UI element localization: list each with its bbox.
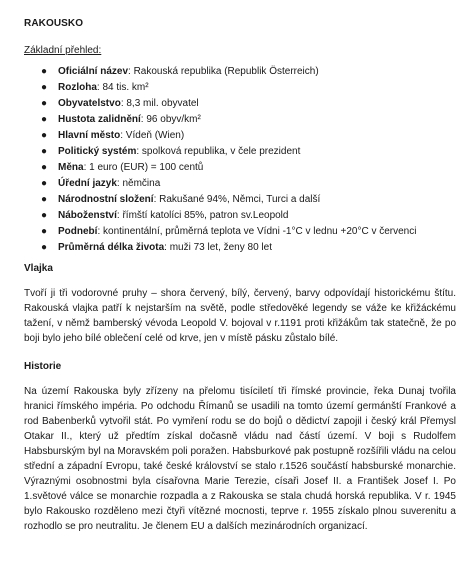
fact-key: Úřední jazyk (58, 178, 117, 189)
fact-value: : 8,3 mil. obyvatel (120, 98, 199, 109)
fact-key: Náboženství (58, 210, 117, 221)
fact-item (41, 194, 456, 206)
fact-value: : 1 euro (EUR) = 100 centů (83, 162, 204, 173)
bullet-icon: ● (41, 226, 48, 237)
fact-item (41, 98, 456, 110)
fact-item (41, 178, 456, 190)
bullet-icon: ● (41, 98, 48, 109)
flag-paragraph: Tvoří ji tři vodorovné pruhy – shora červený, bílý, červený, barvy odpovídají historickému štítu. Rakouská vlajka patří k nejstarším na světě, podle středověké legendy se váže ke křižáckému tažení, v němž bamberský vévoda Leopold V. bojoval v r.1191 proti křižákům tak statečně, že po boji bylo jeho bílé oblečení celé od krve, jen v místě pásku zůstalo bílé. (24, 288, 456, 344)
fact-value: : Rakušané 94%, Němci, Turci a další (153, 194, 321, 205)
bullet-icon: ● (41, 82, 48, 93)
bullet-icon: ● (41, 194, 48, 205)
fact-value: : Rakouská republika (Republik Österreich) (128, 66, 319, 77)
fact-item (41, 210, 456, 222)
fact-key: Podnebí (58, 226, 98, 237)
fact-key: Měna (58, 162, 84, 173)
fact-key: Oficiální název (58, 66, 129, 77)
fact-item (41, 162, 456, 174)
fact-item (41, 114, 456, 126)
bullet-icon: ● (41, 146, 48, 157)
fact-key: Hustota zalidnění (58, 114, 141, 125)
overview-heading: Základní přehled: (24, 45, 102, 56)
fact-value: : spolková republika, v čele prezident (136, 146, 301, 157)
fact-key: Rozloha (58, 82, 97, 93)
fact-key: Průměrná délka života (58, 242, 165, 253)
facts-list (24, 66, 456, 254)
fact-key: Hlavní město (58, 130, 121, 141)
history-paragraph: Na území Rakouska byly zřízeny na přelomu tisíciletí tři římské provincie, řeka Dunaj tvořila hranici římského impéria. Po odchodu Římanů se usadili na tomto území germánští Frankové a rod Babenberků vytvořil stát. Po vymření rodu se do bojů o dědictví zapojil i český král Přemysl Otakar II., který už předtím získal dočasně vládu nad částí území. V boji s Rudolfem Habsburským byl na Moravském poli poražen. Habsburkové pak postupně rozšířili vládu na celou střední a západní Evropu, také české království se stalo r.1526 součástí habsburské monarchie. Výraznými osobnostmi byla císařovna Marie Terezie, císaři Josef II. a František Josef I. Po 1.světové válce se monarchie rozpadla a z Rakouska se stala chudá horská republika. V r. 1945 bylo Rakousko rozděleno mezi čtyři vítězné mocnosti, teprve r. 1955 získalo plnou suverenitu a rozhodlo se pro neutralitu. Je členem EU a dalších mezinárodních organizací. (24, 386, 456, 532)
fact-value: : muži 73 let, ženy 80 let (164, 242, 272, 253)
fact-item (41, 82, 456, 94)
fact-value: : kontinentální, průměrná teplota ve Vídni -1°C v lednu +20°C v červenci (97, 226, 417, 237)
bullet-icon: ● (41, 210, 48, 221)
bullet-icon: ● (41, 66, 48, 77)
fact-value: : němčina (116, 178, 161, 189)
fact-key: Obyvatelstvo (58, 98, 121, 109)
fact-key: Politický systém (58, 146, 137, 157)
bullet-icon: ● (41, 178, 48, 189)
bullet-icon: ● (41, 130, 48, 141)
fact-item (41, 226, 456, 238)
fact-value: : 84 tis. km² (96, 82, 149, 93)
fact-item (41, 66, 456, 78)
fact-item (41, 130, 456, 142)
bullet-icon: ● (41, 162, 48, 173)
fact-item (41, 146, 456, 158)
history-heading: Historie (24, 361, 62, 372)
fact-value: : Vídeň (Wien) (120, 130, 185, 141)
fact-item (41, 242, 456, 254)
bullet-icon: ● (41, 242, 48, 253)
fact-value: : 96 obyv/km² (140, 114, 201, 125)
fact-value: : římští katolíci 85%, patron sv.Leopold (116, 210, 289, 221)
flag-heading: Vlajka (24, 263, 53, 274)
fact-key: Národnostní složení (58, 194, 154, 205)
page-title: RAKOUSKO (24, 18, 84, 29)
bullet-icon: ● (41, 114, 48, 125)
